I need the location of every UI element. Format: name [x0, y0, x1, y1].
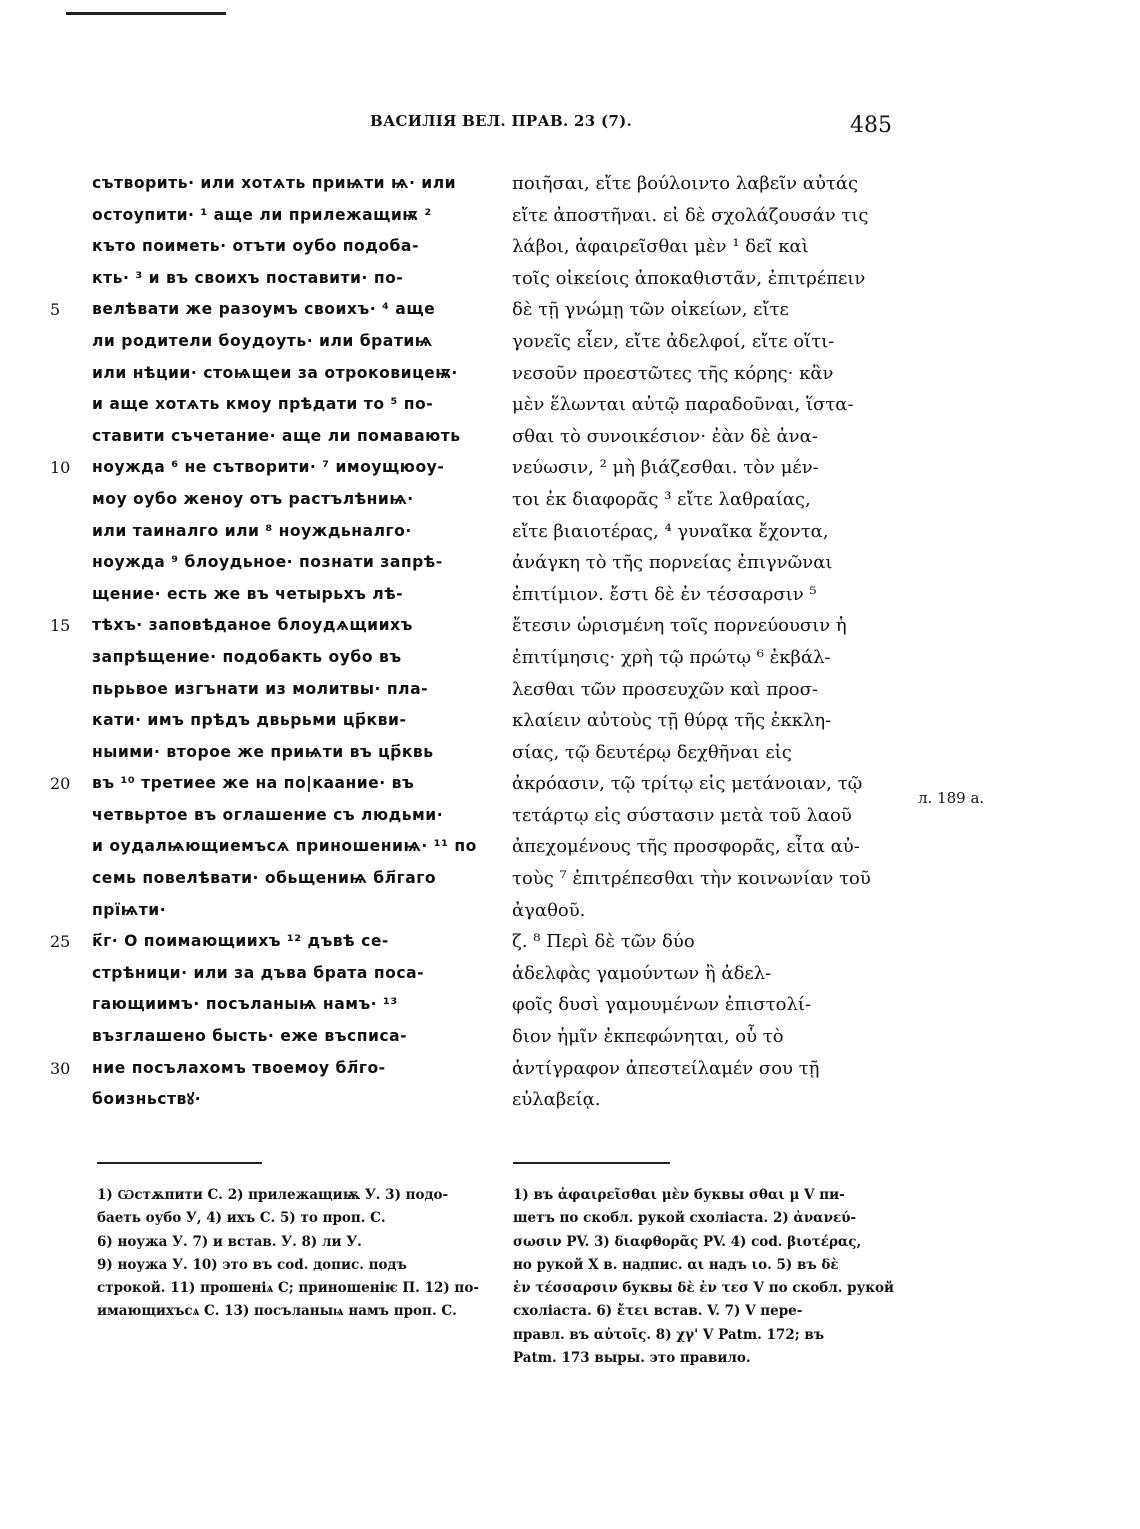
line-number: 25: [50, 932, 71, 952]
greek-text-line: σθαι τὸ συνοικέσιον· ἐὰν δὲ ἀνα-: [512, 425, 818, 447]
greek-text-line: ἀπεχομένους τῆς προσφορᾶς, εἶτα αὐ-: [512, 836, 860, 858]
line-number: [50, 895, 70, 927]
line-number: [50, 705, 70, 737]
slavonic-text-line: запрѣщение· подобакть оубо въ: [92, 647, 402, 666]
slavonic-text-line: щение· есть же въ четырьхъ лѣ-: [92, 584, 404, 603]
greek-text-line: εἴτε βιαιοτέρας, ⁴ γυναῖκα ἔχοντα,: [512, 520, 829, 542]
greek-text-line: λάβοι, ἀφαιρεῖσθαι μὲν ¹ δεῖ καὶ: [512, 236, 809, 258]
slavonic-text-line: въ ¹⁰ третиее же на по|каание· въ: [92, 774, 415, 793]
slavonic-column: [92, 168, 482, 1116]
slavonic-text-line: гающиимъ· посъланыѩ намъ· ¹³: [92, 995, 398, 1014]
line-number: [50, 831, 70, 863]
slavonic-text-line: ноужда ⁹ блоудьное· познати запрѣ-: [92, 553, 443, 572]
slavonic-text-line: моу оубо женоу отъ растълѣниѩ·: [92, 489, 414, 508]
slavonic-text-line: или таиналго или ⁸ ноуждьналго·: [92, 521, 412, 540]
line-number: [50, 200, 70, 232]
footnote-line: имающихъсѧ С. 13) посъланыѩ намъ проп. С.: [97, 1303, 457, 1320]
greek-text-line: κλαίειν αὐτοὺς τῇ θύρᾳ τῆς ἐκκλη-: [512, 710, 832, 732]
greek-text-line: τοι ἐκ διαφορᾶς ³ εἴτε λαθραίας,: [512, 488, 811, 510]
slavonic-text-line: сътворить· или хотѧть приѩти ѩ· или: [92, 174, 457, 192]
line-number: [50, 863, 70, 895]
line-number: [50, 547, 70, 579]
line-number: [50, 1021, 70, 1053]
line-number: [50, 231, 70, 263]
line-number: [50, 674, 70, 706]
line-number: [50, 642, 70, 674]
greek-text-line: διον ἡμῖν ἐκπεφώνηται, οὗ τὸ: [512, 1026, 784, 1048]
greek-column: [512, 168, 907, 1116]
greek-text-line: ἔτεσιν ὡρισμένη τοῖς πορνεύουσιν ἡ: [512, 615, 847, 637]
greek-text-line: φοῖς δυσὶ γαμουμένων ἐπιστολί-: [512, 994, 812, 1016]
line-number: 10: [50, 458, 71, 478]
footnote-line: ἐν τέσσαρσιν буквы δὲ ἐν τεσ V по скобл. рукой: [513, 1280, 895, 1297]
footnote-line: но рукой X в. надпис. αι надъ ιο. 5) въ δὲ: [513, 1256, 839, 1273]
greek-text-line: ζ. ⁸ Περὶ δὲ τῶν δύο: [512, 931, 695, 953]
greek-text-line: μὲν ἕλωνται αὐτῷ παραδοῦναι, ἵστα-: [512, 394, 854, 416]
greek-text-line: λεσθαι τῶν προσευχῶν καὶ προσ-: [512, 678, 818, 700]
footnote-line: правл. въ αὐτοῖς. 8) χγ' V Patm. 172; въ: [513, 1326, 825, 1343]
slavonic-text-line: велѣвати же разоумъ своихъ· ⁴ аще: [92, 300, 436, 319]
footnote-line: 9) ноужа У. 10) это въ cod. допис. подъ: [97, 1256, 407, 1273]
slavonic-text-line: тѣхъ· заповѣданое блоудѧщиихъ: [92, 616, 413, 635]
line-number: [50, 263, 70, 295]
slavonic-text-line: прїѩти·: [92, 900, 167, 919]
greek-text-line: νεύωσιν, ² μὴ βιάζεσθαι. τὸν μέν-: [512, 457, 819, 479]
footnotes-greek: [513, 1184, 908, 1370]
slavonic-text-line: ныими· второе же приѩти въ цр҃квь: [92, 742, 434, 761]
greek-text-line: νεσοῦν προεστῶτες τῆς κόρης· κἂν: [512, 362, 834, 384]
slavonic-text-line: боизньствꙋ·: [92, 1090, 202, 1109]
line-number: 30: [50, 1058, 71, 1078]
footnote-rule-left: [97, 1162, 262, 1164]
line-number: [50, 358, 70, 390]
line-number: [50, 579, 70, 611]
greek-text-line: γονεῖς εἶεν, εἴτε ἀδελφοί, εἴτε οἵτι-: [512, 330, 835, 352]
line-numbers: [50, 168, 70, 1084]
footnote-line: шетъ по скобл. рукой схоліаста. 2) ἀνανεύ-: [513, 1210, 857, 1227]
slavonic-text-line: ние посълахомъ твоемоу бл҃го-: [92, 1058, 386, 1077]
greek-text-line: ἀνάγκη τὸ τῆς πορνείας ἐπιγνῶναι: [512, 552, 833, 574]
greek-text-line: τετάρτῳ εἰς σύστασιν μετὰ τοῦ λαοῦ: [512, 804, 852, 826]
line-number: [50, 800, 70, 832]
footnotes-slavonic: [97, 1184, 487, 1324]
line-number: [50, 168, 70, 200]
greek-text-line: εἴτε ἀποστῆναι. εἰ δὲ σχολάζουσάν τις: [512, 204, 869, 226]
slavonic-text-line: семь повелѣвати· обьщениѩ бл҃гаго: [92, 869, 437, 888]
footnote-line: 6) ноужа У. 7) и встав. У. 8) ли У.: [97, 1233, 362, 1250]
footnote-line: σωσιν PV. 3) διαφθορᾶς PV. 4) cod. βιοτέρας,: [513, 1233, 862, 1250]
line-number: 20: [50, 774, 71, 794]
slavonic-text-line: стрѣници· или за дъва брата поса-: [92, 963, 425, 982]
footnote-line: Patm. 173 выры. это правило.: [513, 1350, 751, 1367]
slavonic-text-line: ставити съчетание· аще ли помавають: [92, 426, 461, 445]
line-number: [50, 326, 70, 358]
page-number: 485: [850, 113, 892, 138]
line-number: 5: [50, 300, 61, 320]
slavonic-text-line: четвьртое въ оглашение съ людьми·: [92, 805, 444, 824]
footnote-line: баеть оубо У, 4) ихъ С. 5) то проп. С.: [97, 1210, 386, 1227]
slavonic-text-line: ли родители боудоуть· или братиѩ: [92, 331, 433, 350]
margin-folio-reference: л. 189 а.: [918, 789, 985, 807]
line-number: [50, 989, 70, 1021]
line-number: [50, 484, 70, 516]
footnote-rule-right: [513, 1162, 670, 1164]
running-header: ВАСИЛІЯ ВЕЛ. ПРАВ. 23 (7).: [370, 112, 633, 130]
slavonic-text-line: и аще хотѧть кмоу прѣдати то ⁵ по-: [92, 395, 434, 414]
greek-text-line: σίας, τῷ δευτέρῳ δεχθῆναι εἰς: [512, 741, 792, 763]
slavonic-text-line: къто поиметь· отъти оубо подоба-: [92, 237, 419, 256]
greek-text-line: δὲ τῇ γνώμῃ τῶν οἰκείων, εἴτε: [512, 299, 789, 321]
greek-text-line: εὐλαβείᾳ.: [512, 1089, 601, 1111]
line-number: [50, 389, 70, 421]
slavonic-text-line: ноужда ⁶ не сътворити· ⁷ имоущюоу-: [92, 458, 445, 477]
slavonic-text-line: или нѣции· стоѩщеи за отроковицеѭ·: [92, 363, 458, 382]
line-number: 15: [50, 616, 71, 636]
footnote-line: строкой. 11) прошеніѧ С; приношеніѥ П. 12) по-: [97, 1280, 479, 1297]
footnote-line: 1) въ ἀφαιρεῖσθαι μὲν буквы σθαι μ V пи-: [513, 1187, 845, 1203]
greek-text-line: τοῖς οἰκείοις ἀποκαθιστᾶν, ἐπιτρέπειν: [512, 267, 866, 289]
slavonic-text-line: възглашено бысть· еже въсписа-: [92, 1027, 408, 1046]
greek-text-line: τοὺς ⁷ ἐπιτρέπεσθαι τὴν κοινωνίαν τοῦ: [512, 868, 871, 890]
line-number: [50, 516, 70, 548]
greek-text-line: ἐπιτίμιον. ἔστι δὲ ἐν τέσσαρσιν ⁵: [512, 583, 817, 605]
greek-text-line: ποιῆσαι, εἴτε βούλοιντο λαβεῖν αὐτάς: [512, 173, 859, 194]
slavonic-text-line: кть· ³ и въ своихъ поставити· по-: [92, 268, 404, 287]
line-number: [50, 421, 70, 453]
greek-text-line: ἀδελφὰς γαμούντων ἢ ἀδελ-: [512, 962, 772, 984]
slavonic-text-line: пьрьвое изгънати из молитвы· пла-: [92, 679, 429, 698]
line-number: [50, 737, 70, 769]
slavonic-text-line: и оудалѩющиемъсѧ приношениѩ· ¹¹ по: [92, 837, 477, 856]
greek-text-line: ἀντίγραφον ἀπεστείλαμέν σου τῇ: [512, 1057, 820, 1079]
slavonic-text-line: остоупити· ¹ аще ли прилежащиѭ ²: [92, 205, 432, 224]
slavonic-text-line: кати· имъ прѣдъ двьрьми цр҃кви-: [92, 711, 407, 730]
footnote-line: 1) Ѡстѫпити С. 2) прилежащиѭ У. 3) подо-: [97, 1187, 449, 1203]
line-number: [50, 958, 70, 990]
greek-text-line: ἐπιτίμησις· χρὴ τῷ πρώτῳ ⁶ ἐκβάλ-: [512, 646, 831, 668]
greek-text-line: ἀκρόασιν, τῷ τρίτῳ εἰς μετάνοιαν, τῷ: [512, 773, 863, 795]
footnote-line: схоліаста. 6) ἔτει встав. V. 7) V пере-: [513, 1303, 803, 1320]
top-rule: [66, 12, 226, 15]
slavonic-text-line: к҃г· О поимающиихъ ¹² дъвѣ се-: [92, 932, 389, 951]
greek-text-line: ἀγαθοῦ.: [512, 899, 586, 921]
